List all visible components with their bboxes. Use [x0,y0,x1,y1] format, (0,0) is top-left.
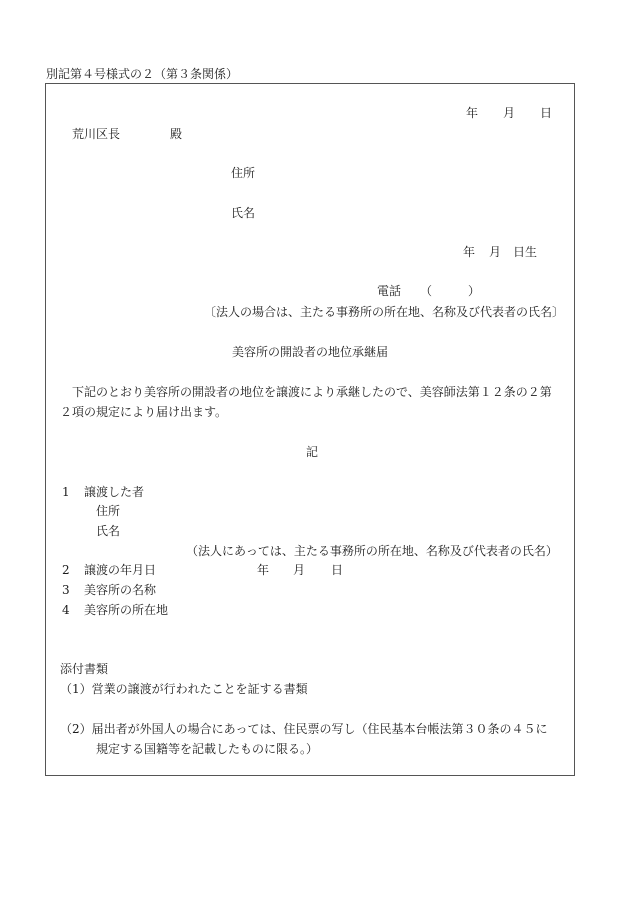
attachment-2-line-2: 規定する国籍等を記載したものに限る。） [96,742,319,756]
item-1-address-label: 住所 [96,504,121,518]
item-2-month-label: 月 [293,563,306,577]
item-2-label: 譲渡の年月日 [84,563,157,577]
item-2-year-label: 年 [257,563,270,577]
ki-heading: 記 [306,445,319,459]
addressee-honorific: 殿 [170,127,183,141]
item-1-number: 1 [62,485,70,499]
item-3-number: 3 [62,583,70,597]
item-4-label: 美容所の所在地 [84,603,169,617]
item-2-day-label: 日 [331,563,344,577]
body-line-1: 下記のとおり美容所の開設者の地位を譲渡により承継したので、美容師法第１２条の２第 [72,385,552,399]
item-1-corporate-note: （法人にあっては、主たる事務所の所在地、名称及び代表者の氏名） [186,544,558,558]
attachment-1: （1）営業の譲渡が行われたことを証する書類 [60,682,308,696]
document-title: 美容所の開設者の地位承継届 [232,345,389,359]
form-number: 別記第４号様式の２（第３条関係） [46,67,239,81]
applicant-corporate-note: 〔法人の場合は、主たる事務所の所在地、名称及び代表者の氏名〕 [204,305,565,319]
item-1-name-label: 氏名 [96,524,121,538]
date-day-label: 日 [540,106,553,120]
birth-month-label: 月 [489,245,502,259]
date-month-label: 月 [503,106,516,120]
phone-parens: （ ） [420,284,481,298]
birth-year-label: 年 [463,245,476,259]
birth-day-label: 日生 [513,245,538,259]
body-line-2: ２項の規定により届け出ます。 [60,405,228,419]
item-2-number: 2 [62,563,70,577]
item-4-number: 4 [62,603,70,617]
applicant-name-label: 氏名 [231,206,256,220]
addressee-name: 荒川区長 [72,127,121,141]
phone-label: 電話 [377,284,402,298]
item-3-label: 美容所の名称 [84,583,157,597]
applicant-address-label: 住所 [231,166,256,180]
form-frame [45,83,575,776]
attachments-heading: 添付書類 [60,662,109,676]
date-year-label: 年 [466,106,479,120]
item-1-label: 譲渡した者 [84,485,145,499]
attachment-2-line-1: （2）届出者が外国人の場合にあっては、住民票の写し（住民基本台帳法第３０条の４５に [60,722,548,736]
